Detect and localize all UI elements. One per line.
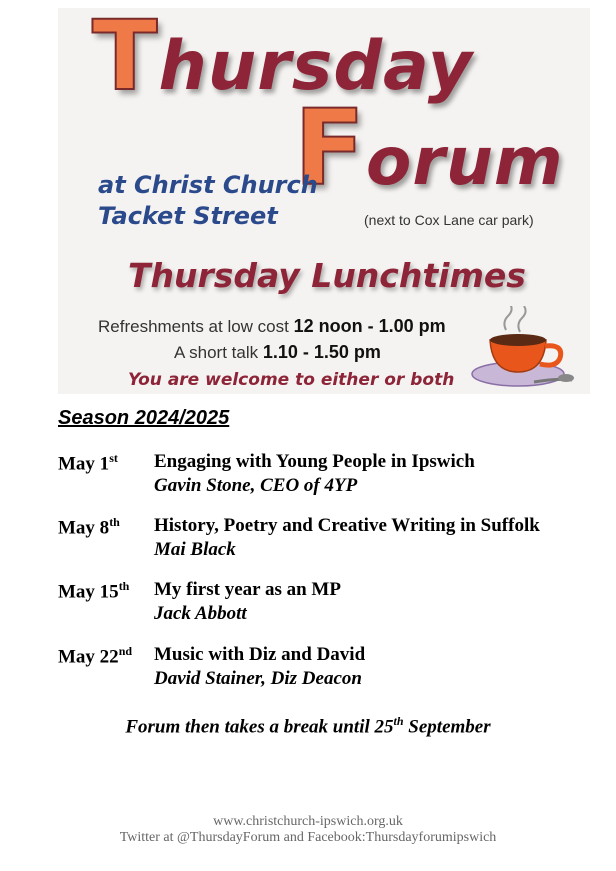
event-date	[58, 644, 132, 668]
title-forum-rest: orum	[366, 123, 564, 200]
lunch-heading: Thursday Lunchtimes	[128, 256, 526, 295]
event-title: My first year as an MP	[154, 579, 341, 600]
welcome-text: You are welcome to either or both	[128, 370, 455, 390]
title-thursday	[92, 8, 474, 112]
event-speaker: Jack Abbott	[154, 603, 247, 624]
coffee-cup-icon	[468, 306, 578, 392]
talk-text: A short talk	[174, 343, 259, 362]
break-notice-month: September	[403, 716, 491, 738]
talk-time: 1.10 - 1.50 pm	[262, 342, 381, 362]
title-thursday-initial: T	[92, 8, 159, 112]
title-forum	[294, 87, 564, 209]
title-thursday-rest: hursday	[158, 27, 474, 106]
event-date-text: May 8	[58, 517, 110, 539]
location-line-2: Tacket Street	[98, 202, 278, 230]
event-date	[58, 579, 129, 603]
break-notice-text: Forum then takes a break until 25	[125, 716, 394, 738]
talk-line	[174, 342, 381, 363]
break-notice-suffix: th	[393, 714, 404, 728]
event-date	[58, 515, 120, 539]
event-date-text: May 22	[58, 646, 119, 668]
location-note: (next to Cox Lane car park)	[364, 212, 534, 228]
break-notice	[0, 714, 616, 738]
event-date-suffix: nd	[118, 644, 133, 658]
footer-website: www.christchurch-ipswich.org.uk	[213, 814, 403, 829]
event-date-suffix: st	[109, 451, 118, 465]
refreshments-time: 12 noon - 1.00 pm	[293, 316, 446, 336]
event-speaker: Gavin Stone, CEO of 4YP	[154, 475, 358, 496]
event-title: Music with Diz and David	[154, 644, 366, 665]
event-speaker: Mai Black	[154, 539, 236, 560]
footer-social: Twitter at @ThursdayForum and Facebook:Thursdayforumipswich	[119, 830, 497, 845]
event-title: History, Poetry and Creative Writing in Suffolk	[154, 515, 540, 536]
event-date-suffix: th	[109, 515, 120, 529]
event-date	[58, 451, 118, 475]
event-date-suffix: th	[118, 579, 130, 593]
refreshments-line	[98, 316, 446, 337]
location-line-1: at Christ Church	[98, 171, 318, 199]
season-heading: Season 2024/2025	[58, 407, 230, 429]
event-speaker: David Stainer, Diz Deacon	[154, 668, 362, 689]
event-date-text: May 15	[58, 581, 119, 603]
poster-banner	[58, 8, 590, 394]
title-forum-initial: F	[294, 87, 367, 209]
event-date-text: May 1	[58, 453, 110, 475]
refreshments-text: Refreshments at low cost	[98, 317, 289, 336]
event-title: Engaging with Young People in Ipswich	[154, 451, 475, 472]
